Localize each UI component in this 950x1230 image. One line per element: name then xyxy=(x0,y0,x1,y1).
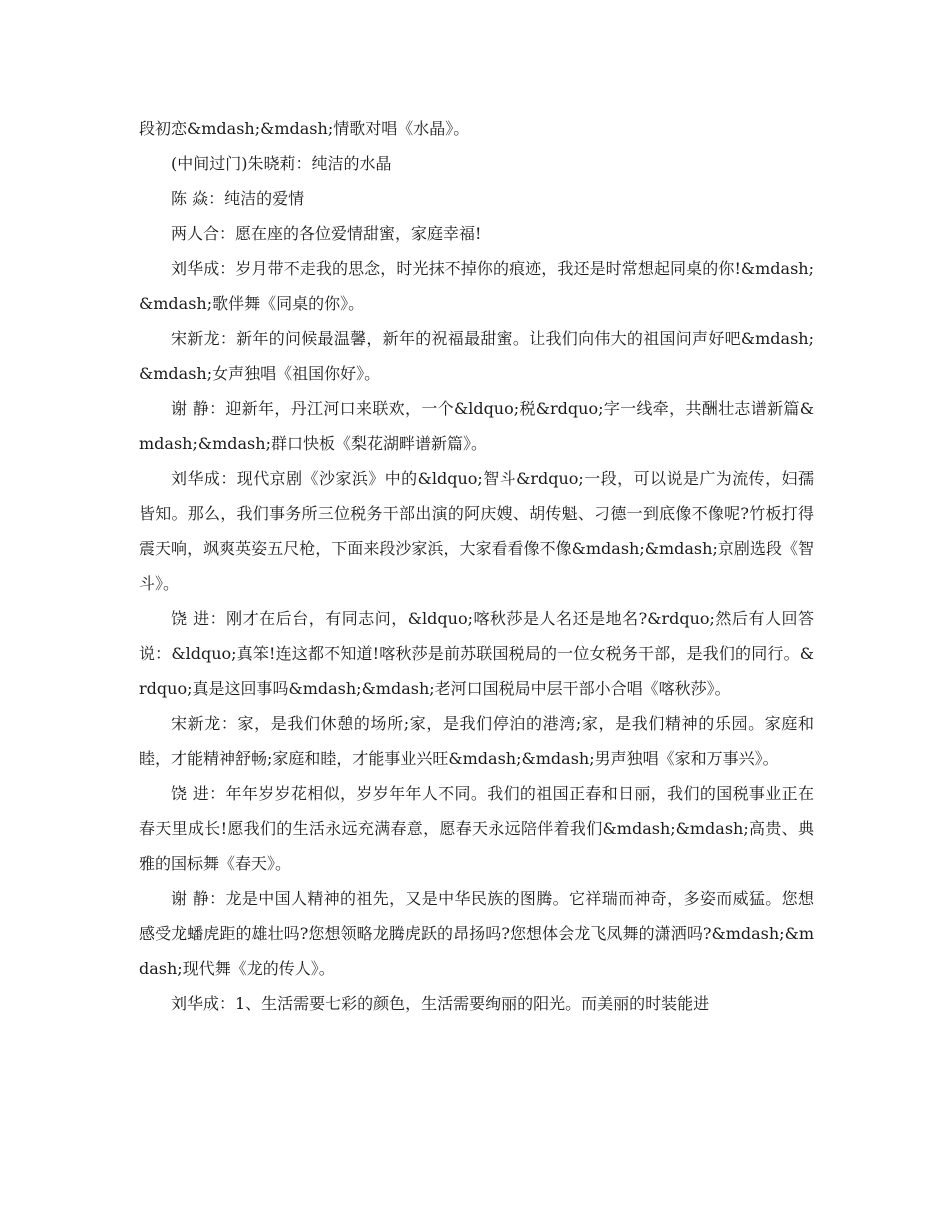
paragraph: 宋新龙：新年的问候最温馨，新年的祝福最甜蜜。让我们向伟大的祖国问声好吧&mdash;&mdash;女声独唱《祖国你好》。 xyxy=(139,329,814,383)
paragraph: 陈 焱：纯洁的爱情 xyxy=(171,189,305,208)
document-body xyxy=(139,111,814,1021)
paragraph: 饶 进：刚才在后台，有同志问，&ldquo;喀秋莎是人名还是地名?&rdquo;然后有人回答说：&ldquo;真笨!连这都不知道!喀秋莎是前苏联国税局的一位女税务干部，是我们的同行。&rdquo;真是这回事吗&mdash;&mdash;老河口国税局中层干部小合唱《喀秋莎》。 xyxy=(139,609,814,698)
paragraph: 刘华成：现代京剧《沙家浜》中的&ldquo;智斗&rdquo;一段，可以说是广为流传，妇孺皆知。那么，我们事务所三位税务干部出演的阿庆嫂、胡传魁、刁德一到底像不像呢?竹板打得震天响，飒爽英姿五尺枪，下面来段沙家浜，大家看看像不像&mdash;&mdash;京剧选段《智斗》。 xyxy=(139,469,814,593)
paragraph: 谢 静：龙是中国人精神的祖先，又是中华民族的图腾。它祥瑞而神奇，多姿而威猛。您想感受龙蟠虎距的雄壮吗?您想领略龙腾虎跃的昂扬吗?您想体会龙飞凤舞的潇洒吗?&mdash;&mdash;现代舞《龙的传人》。 xyxy=(139,889,814,978)
paragraph: 饶 进：年年岁岁花相似，岁岁年年人不同。我们的祖国正春和日丽，我们的国税事业正在春天里成长!愿我们的生活永远充满春意，愿春天永远陪伴着我们&mdash;&mdash;高贵、典雅的国标舞《春天》。 xyxy=(139,784,814,873)
paragraph: (中间过门)朱晓莉：纯洁的水晶 xyxy=(171,154,392,173)
paragraph: 两人合：愿在座的各位爱情甜蜜，家庭幸福! xyxy=(171,224,482,243)
paragraph: 谢 静：迎新年，丹江河口来联欢，一个&ldquo;税&rdquo;字一线牵，共酬壮志谱新篇&mdash;&mdash;群口快板《梨花湖畔谱新篇》。 xyxy=(139,399,814,453)
paragraph: 刘华成：岁月带不走我的思念，时光抹不掉你的痕迹，我还是时常想起同桌的你!&mdash;&mdash;歌伴舞《同桌的你》。 xyxy=(139,259,814,313)
paragraph: 刘华成：1、生活需要七彩的颜色，生活需要绚丽的阳光。而美丽的时装能进 xyxy=(171,994,710,1013)
paragraph: 宋新龙：家，是我们休憩的场所;家，是我们停泊的港湾;家，是我们精神的乐园。家庭和睦，才能精神舒畅;家庭和睦，才能事业兴旺&mdash;&mdash;男声独唱《家和万事兴》。 xyxy=(139,714,814,768)
paragraph: 段初恋&mdash;&mdash;情歌对唱《水晶》。 xyxy=(139,119,470,138)
